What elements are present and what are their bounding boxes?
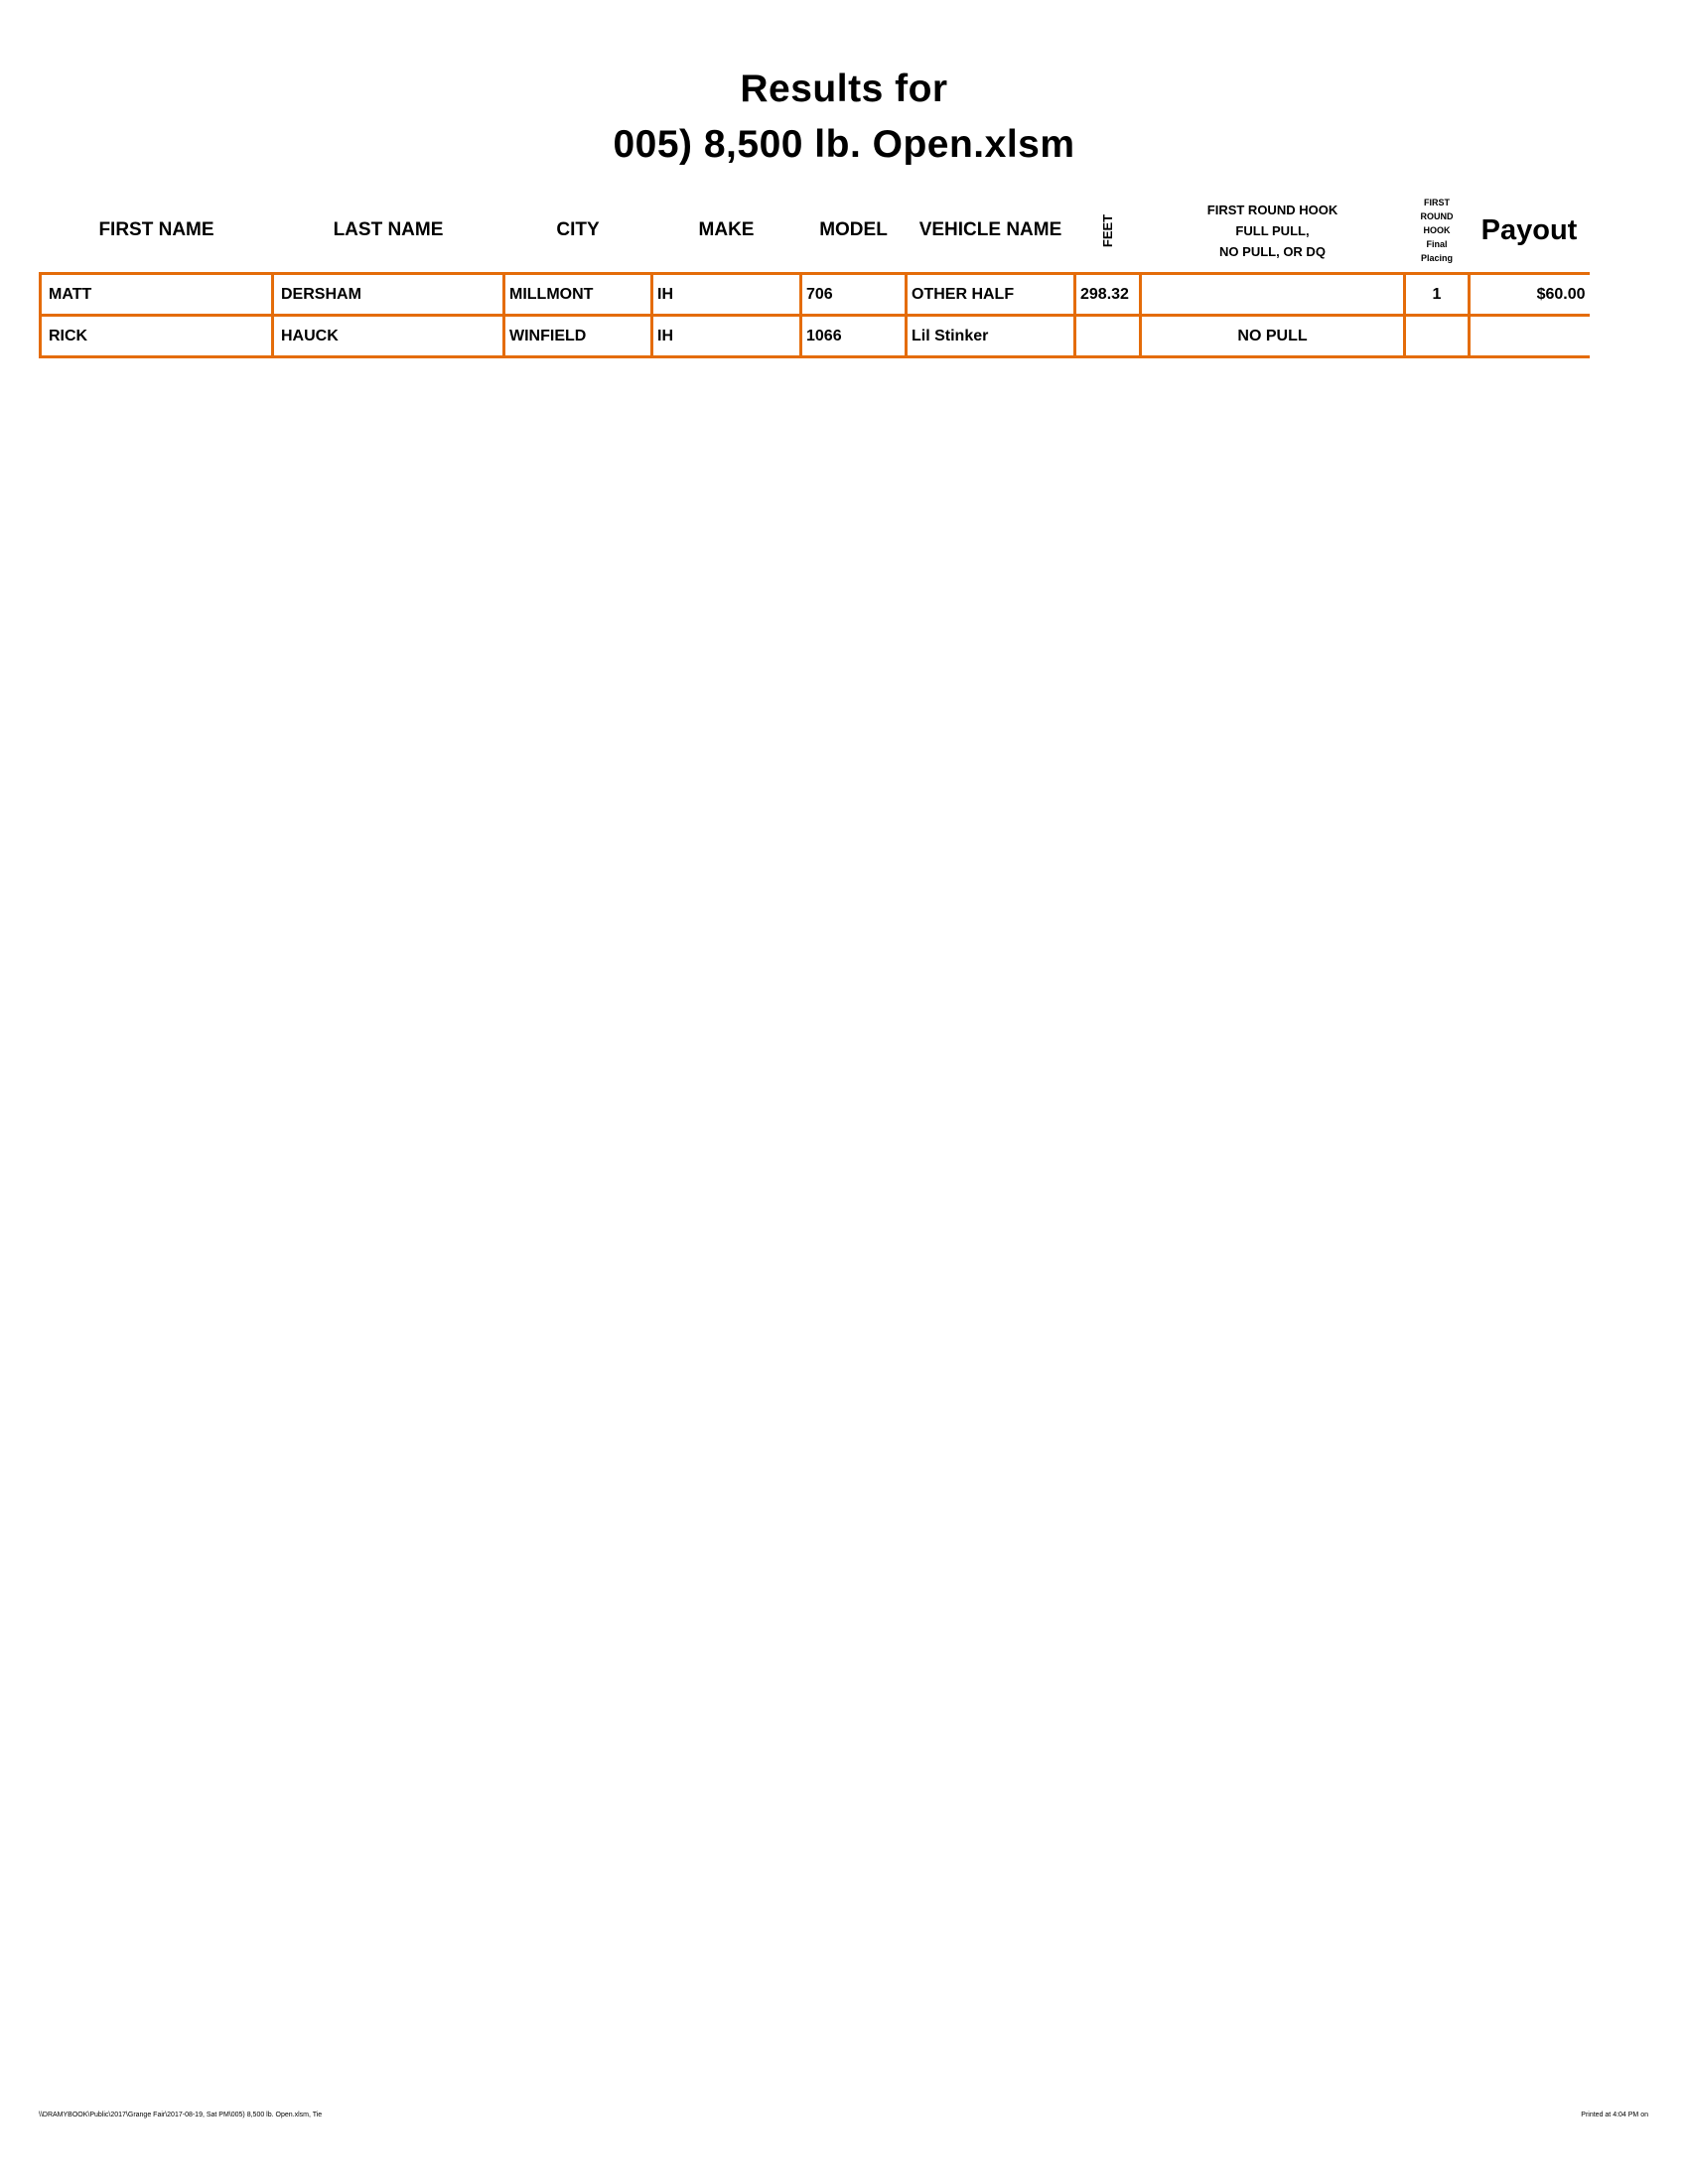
header-placing-line-3: HOOK bbox=[1423, 225, 1451, 235]
header-placing-line-2: ROUND bbox=[1420, 211, 1454, 221]
cell-city: MILLMONT bbox=[504, 274, 652, 316]
header-model: MODEL bbox=[819, 219, 888, 240]
cell-model: 706 bbox=[801, 274, 907, 316]
cell-city: WINFIELD bbox=[504, 316, 652, 357]
cell-feet: 298.32 bbox=[1075, 274, 1141, 316]
cell-vehicle-name: Lil Stinker bbox=[907, 316, 1075, 357]
footer-file-path: \\DRAMYBOOK\Public\2017\Grange Fair\2017-08-19, Sat PM\005) 8,500 lb. Open.xlsm, Tie bbox=[39, 2112, 323, 2118]
header-city: CITY bbox=[556, 219, 600, 240]
table-row bbox=[41, 274, 1590, 316]
cell-model: 1066 bbox=[801, 316, 907, 357]
header-first-round-line-3: NO PULL, OR DQ bbox=[1219, 243, 1326, 259]
cell-placing bbox=[1405, 316, 1470, 357]
cell-first-round: NO PULL bbox=[1141, 316, 1405, 357]
cell-first-name: RICK bbox=[41, 316, 273, 357]
header-placing-line-5: Placing bbox=[1420, 253, 1453, 263]
header-vehicle-name: VEHICLE NAME bbox=[918, 219, 1062, 240]
header-first-name: FIRST NAME bbox=[98, 219, 214, 240]
cell-last-name: DERSHAM bbox=[273, 274, 504, 316]
results-table bbox=[39, 189, 1590, 358]
header-first-round-hook bbox=[1141, 189, 1405, 274]
header-first-round-line-2: FULL PULL, bbox=[1235, 222, 1310, 238]
table-row bbox=[41, 316, 1590, 357]
footer-printed-at: Printed at 4:04 PM on bbox=[1581, 2112, 1648, 2118]
header-last-name: LAST NAME bbox=[333, 219, 444, 240]
header-payout: Payout bbox=[1480, 213, 1578, 246]
cell-make: IH bbox=[652, 316, 801, 357]
header-final-placing bbox=[1405, 189, 1470, 274]
header-placing-line-4: Final bbox=[1426, 239, 1448, 249]
header-row bbox=[41, 189, 1590, 274]
title-line-1: Results for bbox=[740, 68, 948, 110]
header-make: MAKE bbox=[698, 219, 755, 240]
cell-payout: $60.00 bbox=[1470, 274, 1590, 316]
cell-placing: 1 bbox=[1405, 274, 1470, 316]
title-line-2: 005) 8,500 lb. Open.xlsm bbox=[613, 123, 1075, 166]
cell-make: IH bbox=[652, 274, 801, 316]
header-feet-label: FEET bbox=[1099, 213, 1115, 248]
cell-feet bbox=[1075, 316, 1141, 357]
cell-first-round bbox=[1141, 274, 1405, 316]
cell-payout bbox=[1470, 316, 1590, 357]
header-placing-line-1: FIRST bbox=[1424, 198, 1450, 207]
header-feet bbox=[1075, 189, 1141, 274]
cell-vehicle-name: OTHER HALF bbox=[907, 274, 1075, 316]
cell-first-name: MATT bbox=[41, 274, 273, 316]
page-title bbox=[0, 62, 1688, 173]
header-first-round-line-1: FIRST ROUND HOOK bbox=[1206, 202, 1338, 217]
cell-last-name: HAUCK bbox=[273, 316, 504, 357]
